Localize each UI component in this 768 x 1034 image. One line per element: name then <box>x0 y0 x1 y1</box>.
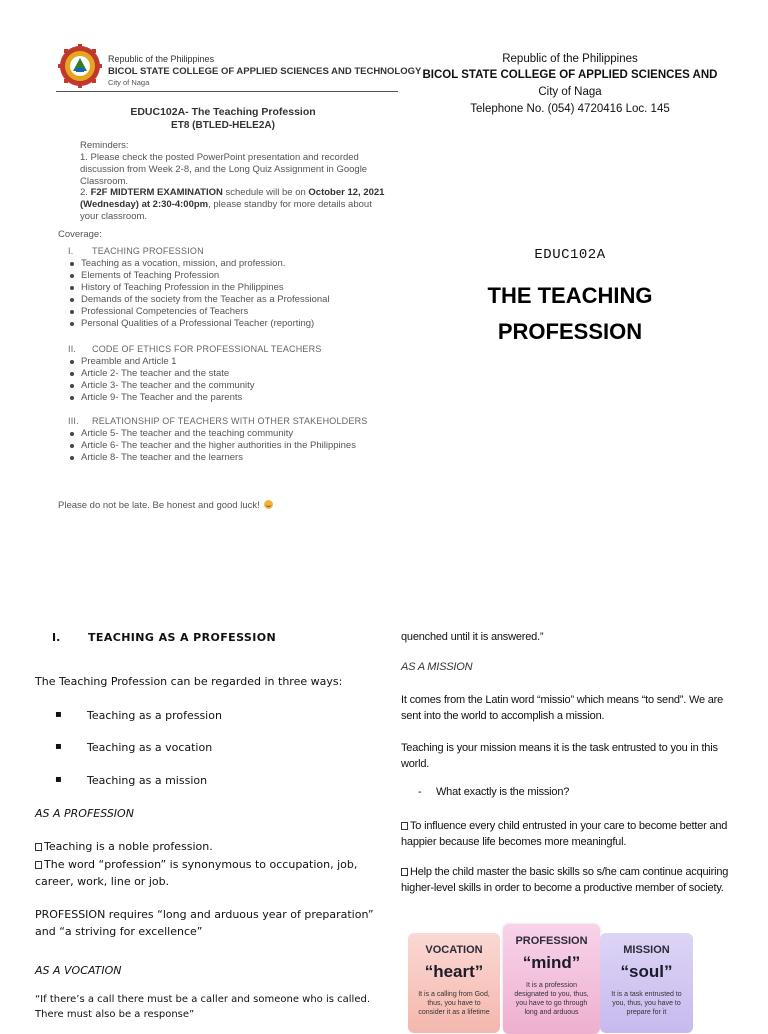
list-item: Demands of the society from the Teacher as a Professional <box>68 294 330 306</box>
paragraph: PROFESSION requires “long and arduous year of preparation” and “a striving for excellence” <box>35 908 374 938</box>
checkbox-glyph-icon <box>401 868 408 876</box>
reminder-2-exam: F2F MIDTERM EXAMINATION <box>90 187 223 198</box>
paragraph <box>35 840 213 853</box>
bullet-item: Teaching as a profession <box>87 709 222 722</box>
section-title: CODE OF ETHICS FOR PROFESSIONAL TEACHERS <box>92 344 322 354</box>
cover-title-line-1: THE TEACHING <box>487 283 653 308</box>
cover-title <box>420 278 720 350</box>
paragraph <box>401 864 731 896</box>
card-word: “soul” <box>620 962 673 981</box>
paragraph <box>35 856 375 890</box>
coverage-section-3-list <box>68 428 356 464</box>
cover-telephone: Telephone No. (054) 4720416 Loc. 145 <box>470 103 670 115</box>
closing-note <box>58 500 273 511</box>
mission-question: What exactly is the mission? <box>436 786 570 798</box>
list-item: Preamble and Article 1 <box>68 356 255 368</box>
coverage-section-2-list <box>68 356 255 404</box>
memo-divider <box>56 91 398 92</box>
cover-school: BICOL STATE COLLEGE OF APPLIED SCIENCES AND <box>422 69 718 81</box>
memo-city: City of Naga <box>108 78 150 87</box>
paragraph: It comes from the Latin word “missio” which means “to send”. We are sent into the world to accomplish a mission. <box>401 694 724 722</box>
paragraph-text: To influence every child entrusted in your care to become better and happier because life becomes more meaningful. <box>401 820 728 848</box>
coverage-section-1-heading <box>68 246 204 256</box>
heading-as-a-mission: AS A MISSION <box>401 661 473 673</box>
coverage-section-1-list <box>68 258 330 330</box>
list-item: Article 9- The Teacher and the parents <box>68 392 255 404</box>
memo-header <box>58 44 422 94</box>
list-item: Article 3- The teacher and the community <box>68 380 255 392</box>
vocation-quote: “If there’s a call there must be a caller and someone who is called. There must also be a response” <box>35 994 370 1020</box>
reminder-2-mid: schedule will be on <box>222 187 309 198</box>
checkbox-glyph-icon <box>401 822 408 830</box>
card-caption: PROFESSION <box>515 935 588 947</box>
checkbox-glyph-icon <box>35 861 42 869</box>
mission-card <box>600 933 693 1033</box>
card-description: It is a task entrusted to you, thus, you have to prepare for it <box>611 991 682 1016</box>
coverage-section-2-heading <box>68 344 322 354</box>
list-item: Elements of Teaching Profession <box>68 270 330 282</box>
paragraph <box>401 818 731 850</box>
card-caption: MISSION <box>623 944 670 956</box>
heading-as-a-vocation: AS A VOCATION <box>35 964 122 977</box>
card-word: “mind” <box>522 953 581 972</box>
cover-republic: Republic of the Philippines <box>502 53 638 65</box>
bullet-icon: ▪ <box>55 774 62 785</box>
list-item: History of Teaching Profession in the Philippines <box>68 282 330 294</box>
section-title: RELATIONSHIP OF TEACHERS WITH OTHER STAKEHOLDERS <box>92 416 368 426</box>
list-item: Personal Qualities of a Professional Teacher (reporting) <box>68 318 330 330</box>
list-item: Article 5- The teacher and the teaching community <box>68 428 356 440</box>
list-item: Article 8- The teacher and the learners <box>68 452 356 464</box>
paragraph-text: Teaching is a noble profession. <box>44 840 213 853</box>
cover-city: City of Naga <box>538 86 602 98</box>
cover-title-line-2: PROFESSION <box>497 319 643 344</box>
memo-republic: Republic of the Philippines <box>108 54 215 64</box>
closing-text: Please do not be late. Be honest and good luck! <box>58 500 260 511</box>
quote-continuation: quenched until it is answered.” <box>401 631 544 643</box>
bullet-item: Teaching as a mission <box>87 774 208 787</box>
card-caption: VOCATION <box>425 944 483 956</box>
reminder-2-suffix: , please standby for more details about your classroom. <box>80 199 372 222</box>
section-number: I. <box>68 246 74 256</box>
paragraph-text: The word “profession” is synonymous to occupation, job, career, work, line or job. <box>35 858 358 888</box>
checkbox-glyph-icon <box>35 843 42 851</box>
reminder-2-prefix: 2. <box>80 187 91 198</box>
list-item: Teaching as a vocation, mission, and profession. <box>68 258 330 270</box>
section-title: TEACHING PROFESSION <box>92 246 204 256</box>
coverage-label: Coverage: <box>58 229 102 240</box>
memo-school-name: BICOL STATE COLLEGE OF APPLIED SCIENCES AND TECHNOLOGY <box>108 66 422 77</box>
reminders-label: Reminders: <box>80 140 129 151</box>
list-item: Professional Competencies of Teachers <box>68 306 330 318</box>
bullet-item: Teaching as a vocation <box>87 741 213 754</box>
college-seal-icon <box>58 44 102 88</box>
heading-as-a-profession: AS A PROFESSION <box>35 807 134 820</box>
vocation-card <box>408 933 500 1033</box>
reminder-1: 1. Please check the posted PowerPoint presentation and recorded discussion from Week 2-8, and the Long Quiz Assignment in Google Classroom. <box>80 152 368 187</box>
memo-subtitle: ET8 (BTLED-HELE2A) <box>171 120 275 131</box>
section-heading: TEACHING AS A PROFESSION <box>88 631 277 644</box>
coverage-section-3-heading <box>68 416 367 426</box>
section-roman-numeral: I. <box>52 631 61 644</box>
card-description: It is a calling from God, thus, you have to consider it as a lifetime <box>418 991 490 1016</box>
reminder-2-date: October 12, 2021 (Wednesday) at 2:30-4:00pm <box>80 187 385 210</box>
bullet-icon: ▪ <box>55 709 62 720</box>
dash-bullet: - <box>418 786 422 798</box>
cover-course-code: EDUC102A <box>534 247 606 263</box>
profession-card <box>503 924 600 1034</box>
section-number: II. <box>68 344 77 354</box>
list-item: Article 6- The teacher and the higher authorities in the Philippines <box>68 440 356 452</box>
intro-paragraph: The Teaching Profession can be regarded in three ways: <box>35 675 343 688</box>
card-word: “heart” <box>424 962 484 981</box>
list-item: Article 2- The teacher and the state <box>68 368 255 380</box>
section-number: III. <box>68 416 79 426</box>
paragraph-text: Help the child master the basic skills so s/he cam continue acquiring higher-level skills in order to become a productive member of society. <box>401 866 729 894</box>
bullet-icon: ▪ <box>55 741 62 752</box>
card-description: It is a profession designated to you, thus, you have to go through long and arduous <box>514 982 589 1016</box>
smiley-icon <box>264 500 273 509</box>
paragraph: Teaching is your mission means it is the task entrusted to you in this world. <box>401 742 718 770</box>
reminder-2 <box>80 187 390 223</box>
memo-title: EDUC102A- The Teaching Profession <box>130 106 316 118</box>
